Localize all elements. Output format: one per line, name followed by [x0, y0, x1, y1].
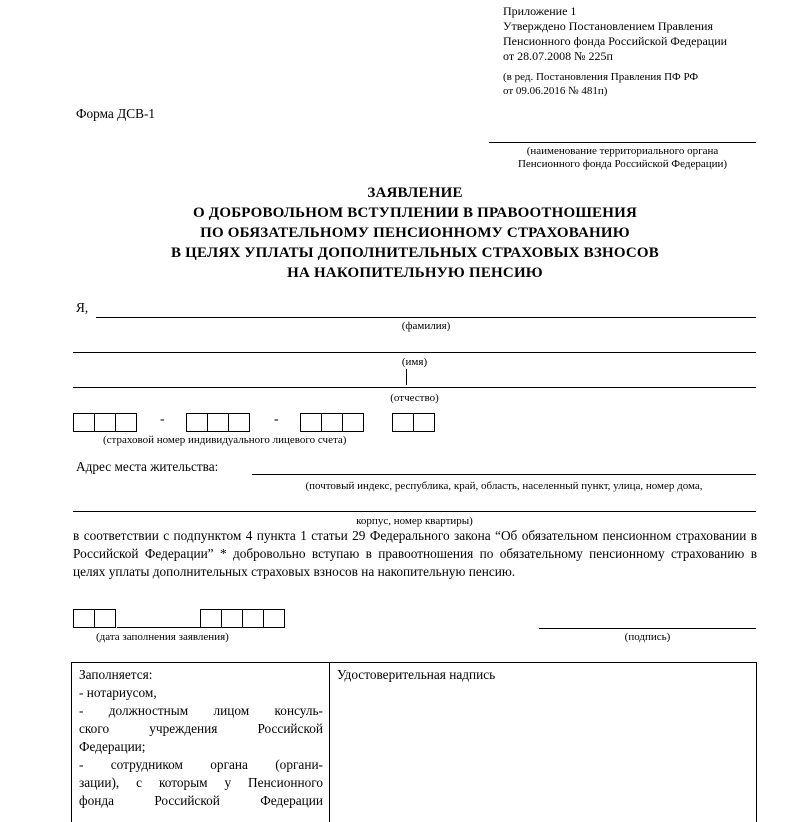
date-month-field[interactable] [117, 627, 201, 628]
name-field[interactable] [73, 352, 756, 353]
date-cell[interactable] [200, 609, 222, 628]
signature-field[interactable] [539, 628, 756, 629]
date-year-cells [200, 609, 285, 628]
date-cell[interactable] [263, 609, 285, 628]
snils-group-4 [392, 413, 435, 432]
signature-caption: (подпись) [624, 631, 671, 643]
date-cell[interactable] [242, 609, 264, 628]
snils-cell[interactable] [321, 413, 343, 432]
snils-cell[interactable] [392, 413, 414, 432]
snils-group-1 [73, 413, 137, 432]
snils-cell[interactable] [115, 413, 137, 432]
date-caption: (дата заполнения заявления) [96, 631, 229, 643]
form-label: Форма ДСВ-1 [76, 106, 156, 121]
date-day-cells [73, 609, 116, 628]
text-cursor [406, 369, 407, 385]
surname-field[interactable] [96, 317, 756, 318]
filled-by-item: - сотрудником органа (органи- [79, 757, 323, 772]
snils-cell[interactable] [228, 413, 250, 432]
snils-dash: - [274, 412, 279, 427]
snils-cell[interactable] [186, 413, 208, 432]
territorial-organ-line[interactable] [489, 142, 756, 143]
address-caption-1: (почтовый индекс, республика, край, область, населенный пункт, улица, номер дома, [305, 480, 703, 492]
address-field-line2[interactable] [73, 511, 756, 512]
date-cell[interactable] [221, 609, 243, 628]
filled-by-item: - должностным лицом консуль- [79, 703, 323, 718]
filled-by-item: фонда Российской Федерации [79, 793, 323, 808]
snils-cell[interactable] [207, 413, 229, 432]
snils-cell[interactable] [73, 413, 95, 432]
snils-cell[interactable] [413, 413, 435, 432]
snils-caption: (страховой номер индивидуального лицевого счета) [103, 434, 347, 446]
address-caption-2: корпус, номер квартиры) [356, 515, 473, 527]
approval-line: Пенсионного фонда Российской Федерации [503, 34, 728, 48]
certification-column[interactable] [330, 663, 756, 822]
approval-header [503, 4, 727, 64]
filled-by-item: зации), с которым у Пенсионного [79, 775, 323, 790]
document-title: ЗАЯВЛЕНИЕ О ДОБРОВОЛЬНОМ ВСТУПЛЕНИИ В ПРАВООТНОШЕНИЯ ПО ОБЯЗАТЕЛЬНОМУ ПЕНСИОННОМУ СТРАХОВАНИЮ В ЦЕЛЯХ УПЛАТЫ ДОПОЛНИТЕЛЬНЫХ СТРАХОВЫХ ВЗНОСОВ НА НАКОПИТЕЛЬНУЮ ПЕНСИЮ [171, 185, 659, 281]
territorial-organ-caption: (наименование территориального органа Пенсионного фонда Российской Федерации) [517, 145, 728, 170]
certification-table [71, 662, 757, 822]
certification-title: Удостоверительная надпись [337, 667, 496, 682]
i-label: Я, [76, 300, 89, 315]
filled-by-item: ского учреждения Российской [79, 721, 323, 736]
approval-line: Утверждено Постановлением Правления [503, 19, 713, 33]
filled-by-column [72, 663, 330, 822]
patronymic-field[interactable] [73, 387, 756, 388]
filled-by-item: Федерации; [79, 739, 146, 754]
amendment-line: (в ред. Постановления Правления ПФ РФ [503, 71, 699, 83]
snils-cell[interactable] [300, 413, 322, 432]
filled-by-title: Заполняется: [79, 667, 153, 682]
approval-line: от 28.07.2008 № 225п [503, 49, 613, 63]
date-cell[interactable] [94, 609, 116, 628]
snils-dash: - [160, 412, 165, 427]
amendment-note [503, 70, 698, 98]
address-field-line1[interactable] [252, 474, 756, 475]
date-cell[interactable] [73, 609, 95, 628]
address-label: Адрес места жительства: [76, 459, 219, 474]
name-caption: (имя) [401, 356, 428, 368]
snils-group-2 [186, 413, 250, 432]
snils-group-3 [300, 413, 364, 432]
snils-cell[interactable] [94, 413, 116, 432]
approval-line: Приложение 1 [503, 4, 577, 18]
declaration-paragraph: в соответствии с подпунктом 4 пункта 1 статьи 29 Федерального закона “Об обязательном пенсионном страховании в Российской Федерации” * добровольно вступаю в правоотношения по обязательному пенсионному страхованию в целях уплаты дополнительных страховых взносов на накопительную пенсию. [73, 528, 757, 579]
amendment-line: от 09.06.2016 № 481п) [503, 85, 608, 97]
snils-cell[interactable] [342, 413, 364, 432]
surname-caption: (фамилия) [401, 320, 451, 332]
patronymic-caption: (отчество) [390, 392, 439, 404]
filled-by-item: - нотариусом, [79, 685, 157, 700]
